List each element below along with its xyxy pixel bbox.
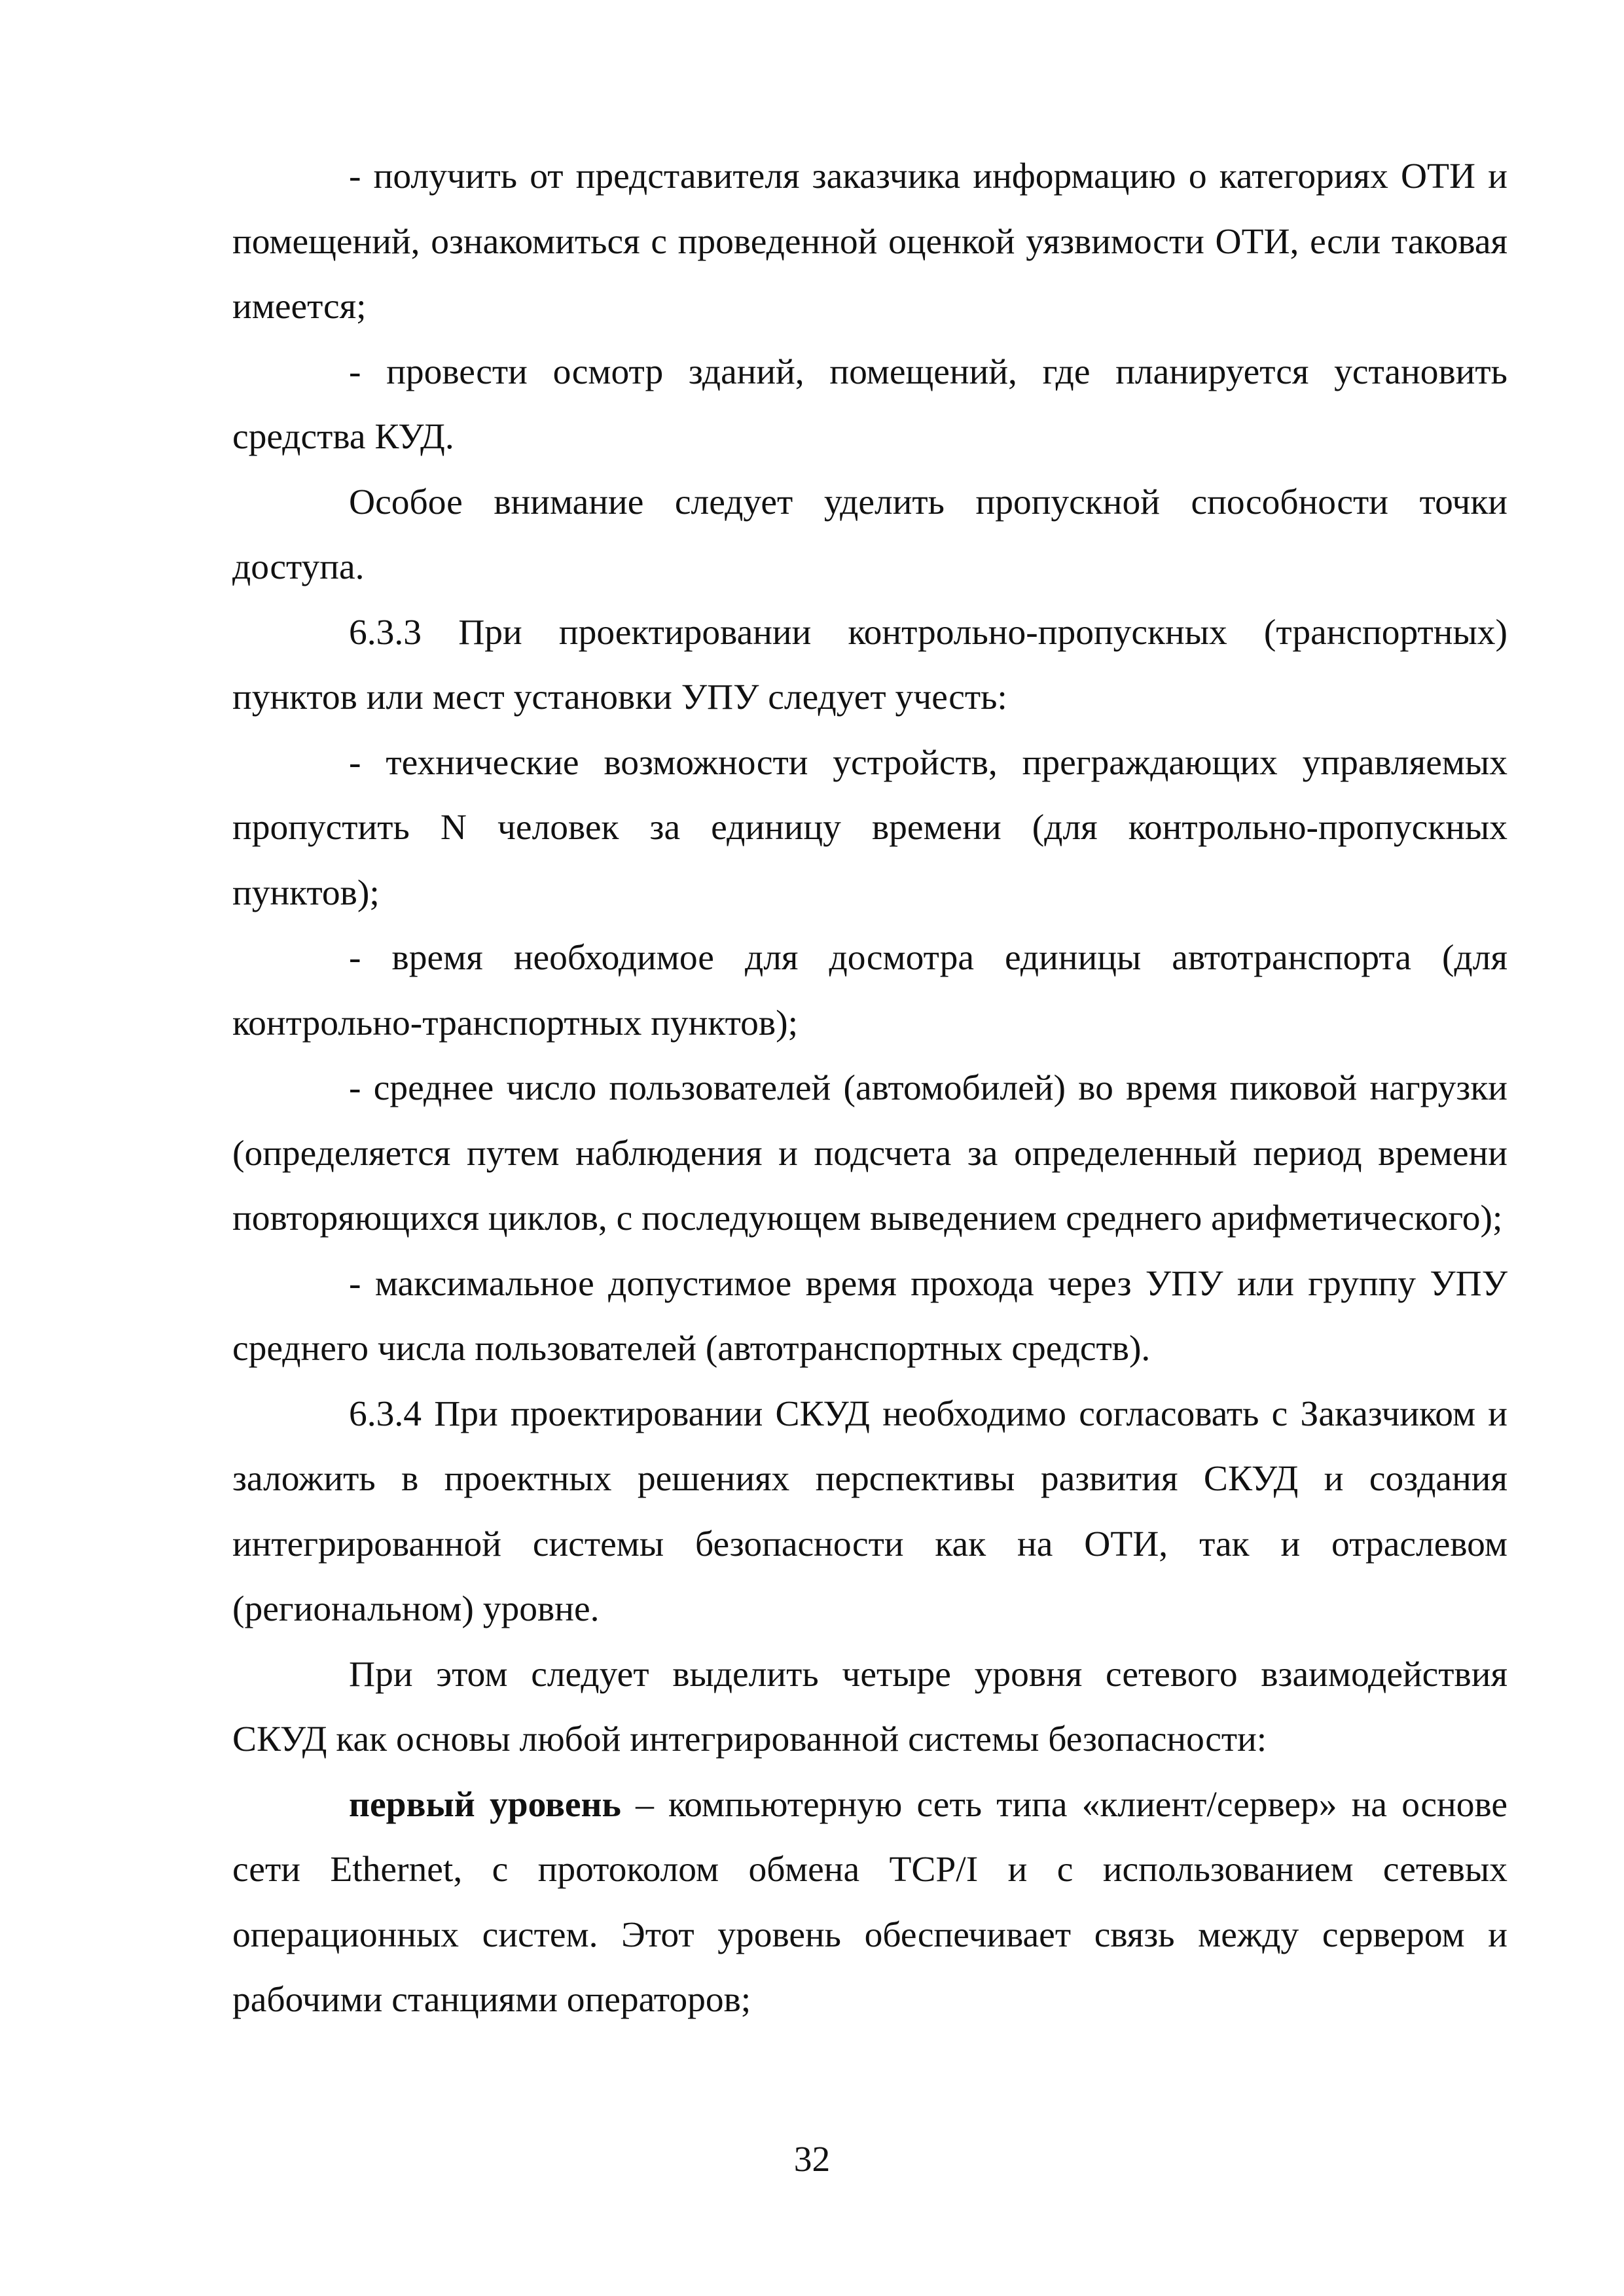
paragraph-peak-load: - среднее число пользователей (автомобилей) во время пиковой нагрузки (определяется путем наблюдения и подсчета за определенный период времени повторяющихся циклов, с последующем выведением среднего арифметического); — [232, 1068, 1507, 1238]
paragraph-inspection-time: - время необходимое для досмотра единицы автотранспорта (для контрольно-транспортных пунктов); — [232, 938, 1507, 1043]
paragraph-obtain-info: - получить от представителя заказчика информацию о категориях ОТИ и помещений, ознакомиться с проведенной оценкой уязвимости ОТИ, если таковая имеется; — [232, 156, 1507, 327]
page-number: 32 — [793, 2140, 831, 2179]
document-page — [232, 144, 1507, 2033]
paragraph-device-capabilities: - технические возможности устройств, преграждающих управляемых пропустить N человек за единицу времени (для контрольно-пропускных пунктов); — [232, 742, 1507, 913]
level-one-text: – компьютерную сеть типа «клиент/сервер» на основе сети Ethernet, с протоколом обмена TCP/I и с использованием сетевых операционных систем. Этот уровень обеспечивает связь между сервером и рабочими станциями операторов; — [232, 1784, 1507, 2020]
paragraph-section-6-3-3: 6.3.3 При проектировании контрольно-пропускных (транспортных) пунктов или мест установки УПУ следует учесть: — [232, 612, 1507, 717]
level-one-term: первый уровень — [349, 1784, 621, 1825]
paragraph-section-6-3-4: 6.3.4 При проектировании СКУД необходимо согласовать с Заказчиком и заложить в проектных решениях перспективы развития СКУД и создания интегрированной системы безопасности как на ОТИ, так и отраслевом (региональном) уровне. — [232, 1393, 1507, 1629]
paragraph-level-one — [232, 1772, 1507, 2033]
paragraph-four-levels-intro: При этом следует выделить четыре уровня сетевого взаимодействия СКУД как основы любой интегрированной системы безопасности: — [232, 1654, 1507, 1759]
paragraph-inspect-buildings: - провести осмотр зданий, помещений, где планируется установить средства КУД. — [232, 351, 1507, 457]
paragraph-throughput-attention: Особое внимание следует уделить пропускной способности точки доступа. — [232, 482, 1507, 587]
paragraph-max-passage-time: - максимальное допустимое время прохода через УПУ или группу УПУ среднего числа пользователей (автотранспортных средств). — [232, 1263, 1507, 1369]
